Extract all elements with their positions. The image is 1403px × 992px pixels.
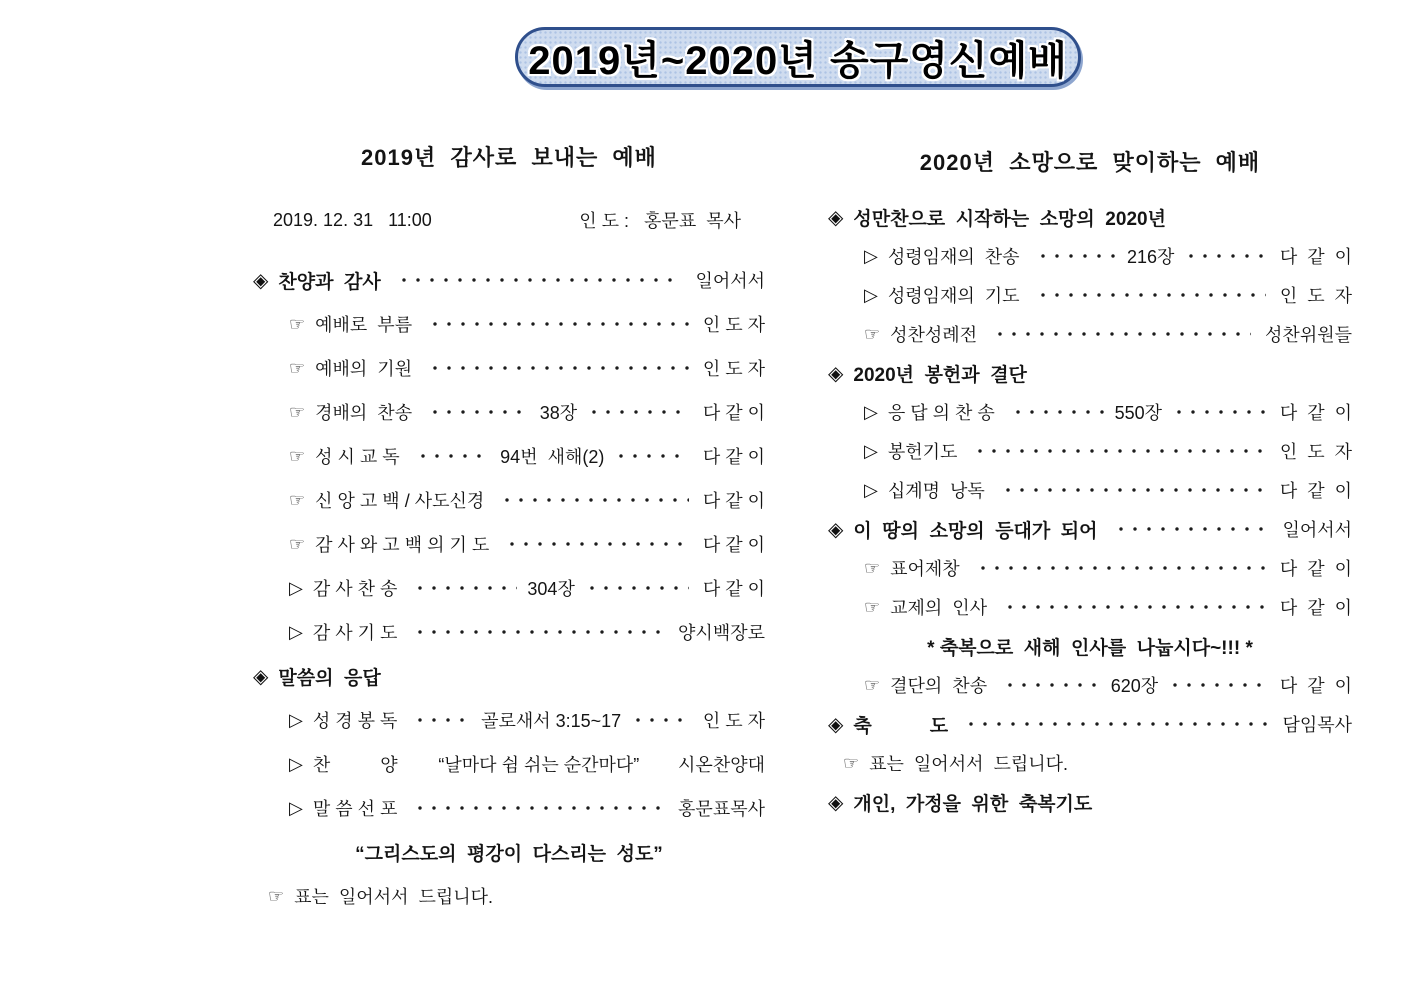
item-performer: 다 같 이 — [702, 447, 765, 467]
hand-pointer-icon: ☞ — [843, 752, 860, 773]
dotted-leader — [964, 717, 1268, 731]
item-performer: 인 도 자 — [702, 359, 765, 379]
item-detail: “날마다 쉼 쉬는 순간마다” — [438, 755, 640, 775]
dotted-leader — [1184, 249, 1265, 263]
left-column-heading: 2019년 감사로 보내는 예배 — [361, 145, 657, 170]
service-item-row — [253, 401, 765, 423]
dotted-leader — [413, 625, 664, 639]
service-info-row — [253, 207, 765, 233]
leader-line — [407, 801, 670, 815]
leader-line — [995, 483, 1272, 497]
item-label: 경배의 찬송 — [315, 403, 413, 423]
item-performer: 양시백장로 — [678, 623, 765, 643]
item-detail: 94번 새해(2) — [500, 447, 605, 467]
item-label: 감 사 찬 송 — [312, 579, 398, 599]
item-label: 표어제창 — [890, 559, 960, 579]
triangle-bullet-icon: ▷ — [289, 753, 303, 774]
dotted-leader — [1011, 405, 1105, 419]
dotted-leader — [631, 713, 689, 727]
item-detail: 550장 — [1114, 403, 1163, 423]
item-performer: 다 같 이 — [1279, 481, 1352, 501]
diamond-bullet-icon: ◈ — [253, 665, 269, 688]
left-column — [253, 143, 765, 929]
leader-line — [391, 273, 688, 287]
service-item-row — [828, 245, 1352, 267]
item-label: 교제의 인사 — [890, 598, 988, 618]
dotted-leader — [413, 713, 471, 727]
dotted-leader — [1003, 600, 1266, 614]
service-item-row — [828, 440, 1352, 462]
dotted-leader — [505, 537, 689, 551]
service-item-row — [828, 401, 1352, 423]
dotted-leader — [1036, 288, 1266, 302]
item-performer: 인 도 자 — [1279, 442, 1352, 462]
service-item-row — [253, 489, 765, 511]
diamond-bullet-icon: ◈ — [828, 206, 844, 229]
triangle-bullet-icon: ▷ — [289, 621, 303, 642]
service-item-row — [253, 357, 765, 379]
item-label: 신 앙 고 백 / 사도신경 — [315, 491, 485, 511]
service-item-row — [828, 713, 1352, 735]
emphasis-text: * 축복으로 새해 인사를 나눕시다~!!! * — [927, 637, 1253, 659]
dotted-leader — [428, 317, 689, 331]
item-performer: 일어서서 — [1282, 520, 1352, 540]
hand-pointer-icon: ☞ — [289, 401, 306, 422]
item-label: 찬 양 — [312, 755, 398, 775]
dotted-leader — [1172, 405, 1266, 419]
service-item-row — [828, 284, 1352, 306]
item-performer: 홍문표목사 — [678, 799, 765, 819]
hand-pointer-icon: ☞ — [289, 533, 306, 554]
service-item-row — [828, 596, 1352, 618]
item-label: 응 답 의 찬 송 — [887, 403, 995, 423]
leader-line — [407, 625, 670, 639]
service-item-row — [253, 753, 765, 775]
triangle-bullet-icon: ▷ — [864, 401, 878, 422]
item-performer: 인 도 자 — [1279, 286, 1352, 306]
item-label: 성령임재의 기도 — [887, 286, 1020, 306]
hand-pointer-icon: ☞ — [289, 313, 306, 334]
item-detail: 620장 — [1110, 676, 1159, 696]
service-item-row — [828, 323, 1352, 345]
item-label: 축 도 — [853, 715, 949, 737]
service-item-row — [253, 797, 765, 819]
triangle-bullet-icon: ▷ — [864, 245, 878, 266]
center-text-row — [253, 841, 765, 863]
leader-line — [997, 672, 1272, 698]
service-item-row — [253, 577, 765, 599]
service-item-row — [828, 518, 1352, 540]
hand-pointer-icon: ☞ — [864, 323, 881, 344]
diamond-bullet-icon: ◈ — [828, 713, 844, 736]
service-item-row — [253, 445, 765, 467]
triangle-bullet-icon: ▷ — [864, 284, 878, 305]
item-label: 결단의 찬송 — [890, 676, 988, 696]
service-item-row — [828, 791, 1352, 813]
item-label: 표는 일어서서 드립니다. — [869, 754, 1069, 774]
diamond-bullet-icon: ◈ — [828, 362, 844, 385]
hand-pointer-icon: ☞ — [289, 357, 306, 378]
item-performer: 성찬위원들 — [1265, 325, 1352, 345]
leader-line — [987, 327, 1257, 341]
item-label: 성령임재의 찬송 — [887, 247, 1020, 267]
triangle-bullet-icon: ▷ — [864, 440, 878, 461]
leader-line — [422, 361, 695, 375]
leader-line — [422, 317, 695, 331]
hand-pointer-icon: ☞ — [289, 489, 306, 510]
hand-pointer-icon: ☞ — [864, 674, 881, 695]
page-title: 2019년~2020년 송구영신예배 — [528, 38, 1068, 83]
service-item-row — [828, 674, 1352, 696]
item-performer: 다 같 이 — [1279, 559, 1352, 579]
item-label: 감 사 기 도 — [312, 623, 398, 643]
dotted-leader — [413, 801, 664, 815]
dotted-leader — [428, 361, 689, 375]
hand-pointer-icon: ☞ — [864, 596, 881, 617]
item-performer: 다 같 이 — [1279, 247, 1352, 267]
leader-line — [408, 751, 670, 777]
item-label: 개인, 가정을 위한 축복기도 — [853, 793, 1093, 815]
hand-pointer-icon: ☞ — [864, 557, 881, 578]
item-label: 예배로 부름 — [315, 315, 413, 335]
triangle-bullet-icon: ▷ — [289, 709, 303, 730]
left-service-order — [253, 269, 765, 907]
leader-line — [958, 717, 1274, 731]
item-label: 성만찬으로 시작하는 소망의 2020년 — [853, 208, 1166, 230]
item-label: 십계명 낭독 — [887, 481, 985, 501]
emphasis-text: “그리스도의 평강이 다스리는 성도” — [355, 843, 663, 865]
dotted-leader — [1001, 483, 1266, 497]
item-performer: 다 같 이 — [1279, 403, 1352, 423]
dotted-leader — [973, 444, 1265, 458]
item-performer: 다 같 이 — [702, 403, 765, 423]
diamond-bullet-icon: ◈ — [828, 791, 844, 814]
leader-line — [407, 575, 694, 601]
triangle-bullet-icon: ▷ — [289, 577, 303, 598]
service-item-row — [253, 621, 765, 643]
center-text-row — [828, 635, 1352, 657]
service-item-row — [253, 885, 765, 907]
service-item-row — [253, 709, 765, 731]
dotted-leader — [500, 493, 689, 507]
service-item-row — [253, 665, 765, 687]
right-column — [828, 148, 1352, 830]
item-performer: 일어서서 — [695, 271, 765, 291]
item-label: 예배의 기원 — [315, 359, 413, 379]
service-datetime: 2019. 12. 31 11:00 — [273, 209, 432, 230]
dotted-leader — [1036, 249, 1117, 263]
triangle-bullet-icon: ▷ — [289, 797, 303, 818]
item-detail: 304장 — [527, 579, 575, 599]
item-label: 성찬성례전 — [890, 325, 978, 345]
leader-line — [1108, 522, 1275, 536]
item-performer: 시온찬양대 — [678, 755, 765, 775]
item-label: 말 씀 선 포 — [312, 799, 398, 819]
service-leader: 인 도 : 홍문표 목사 — [579, 211, 741, 231]
service-item-row — [828, 362, 1352, 384]
dotted-leader — [1168, 678, 1266, 692]
leader-line — [422, 399, 695, 425]
right-column-heading: 2020년 소망으로 맞이하는 예배 — [919, 150, 1261, 175]
item-label: 찬양과 감사 — [278, 271, 381, 293]
dotted-leader — [585, 581, 689, 595]
diamond-bullet-icon: ◈ — [828, 518, 844, 541]
service-item-row — [253, 269, 765, 291]
hand-pointer-icon: ☞ — [289, 445, 306, 466]
leader-line — [1030, 288, 1272, 302]
leader-line — [410, 443, 695, 469]
item-label: 봉헌기도 — [887, 442, 958, 462]
dotted-leader — [1114, 522, 1269, 536]
hand-pointer-icon: ☞ — [268, 885, 285, 906]
dotted-leader — [587, 405, 689, 419]
item-performer: 담임목사 — [1282, 715, 1352, 735]
item-performer: 다 같 이 — [1279, 676, 1352, 696]
service-item-row — [828, 557, 1352, 579]
item-performer: 인 도 자 — [702, 315, 765, 335]
item-performer: 다 같 이 — [1279, 598, 1352, 618]
service-item-row — [253, 313, 765, 335]
service-item-row — [828, 479, 1352, 501]
item-detail: 골로새서 3:15~17 — [481, 711, 622, 731]
leader-line — [967, 444, 1271, 458]
item-performer: 다 같 이 — [702, 491, 765, 511]
title-banner — [515, 27, 1081, 87]
dotted-leader — [428, 405, 530, 419]
item-label: 이 땅의 소망의 등대가 되어 — [853, 520, 1098, 542]
triangle-bullet-icon: ▷ — [864, 479, 878, 500]
diamond-bullet-icon: ◈ — [253, 269, 269, 292]
leader-line — [1030, 243, 1272, 269]
service-item-row — [253, 533, 765, 555]
dotted-leader — [976, 561, 1266, 575]
leader-line — [1005, 399, 1272, 425]
leader-line — [997, 600, 1272, 614]
leader-line — [970, 561, 1272, 575]
item-label: 성 시 교 독 — [315, 447, 400, 467]
item-label: 감 사 와 고 백 의 기 도 — [315, 535, 490, 555]
item-detail: 216장 — [1126, 247, 1175, 267]
service-item-row — [828, 206, 1352, 228]
leader-line — [407, 707, 694, 733]
right-service-order — [828, 206, 1352, 813]
leader-line — [499, 537, 695, 551]
item-label: 성 경 봉 독 — [312, 711, 398, 731]
dotted-leader — [397, 273, 682, 287]
leader-line — [494, 493, 695, 507]
item-label: 말씀의 응답 — [278, 667, 381, 689]
item-label: 표는 일어서서 드립니다. — [294, 887, 494, 907]
dotted-leader — [416, 449, 490, 463]
item-performer: 인 도 자 — [702, 711, 765, 731]
dotted-leader — [993, 327, 1251, 341]
item-performer: 다 같 이 — [702, 579, 765, 599]
item-performer: 다 같 이 — [702, 535, 765, 555]
service-item-row — [828, 752, 1352, 774]
item-detail: 38장 — [539, 403, 578, 423]
dotted-leader — [1003, 678, 1101, 692]
dotted-leader — [413, 581, 517, 595]
dotted-leader — [614, 449, 688, 463]
item-label: 2020년 봉헌과 결단 — [853, 364, 1027, 386]
